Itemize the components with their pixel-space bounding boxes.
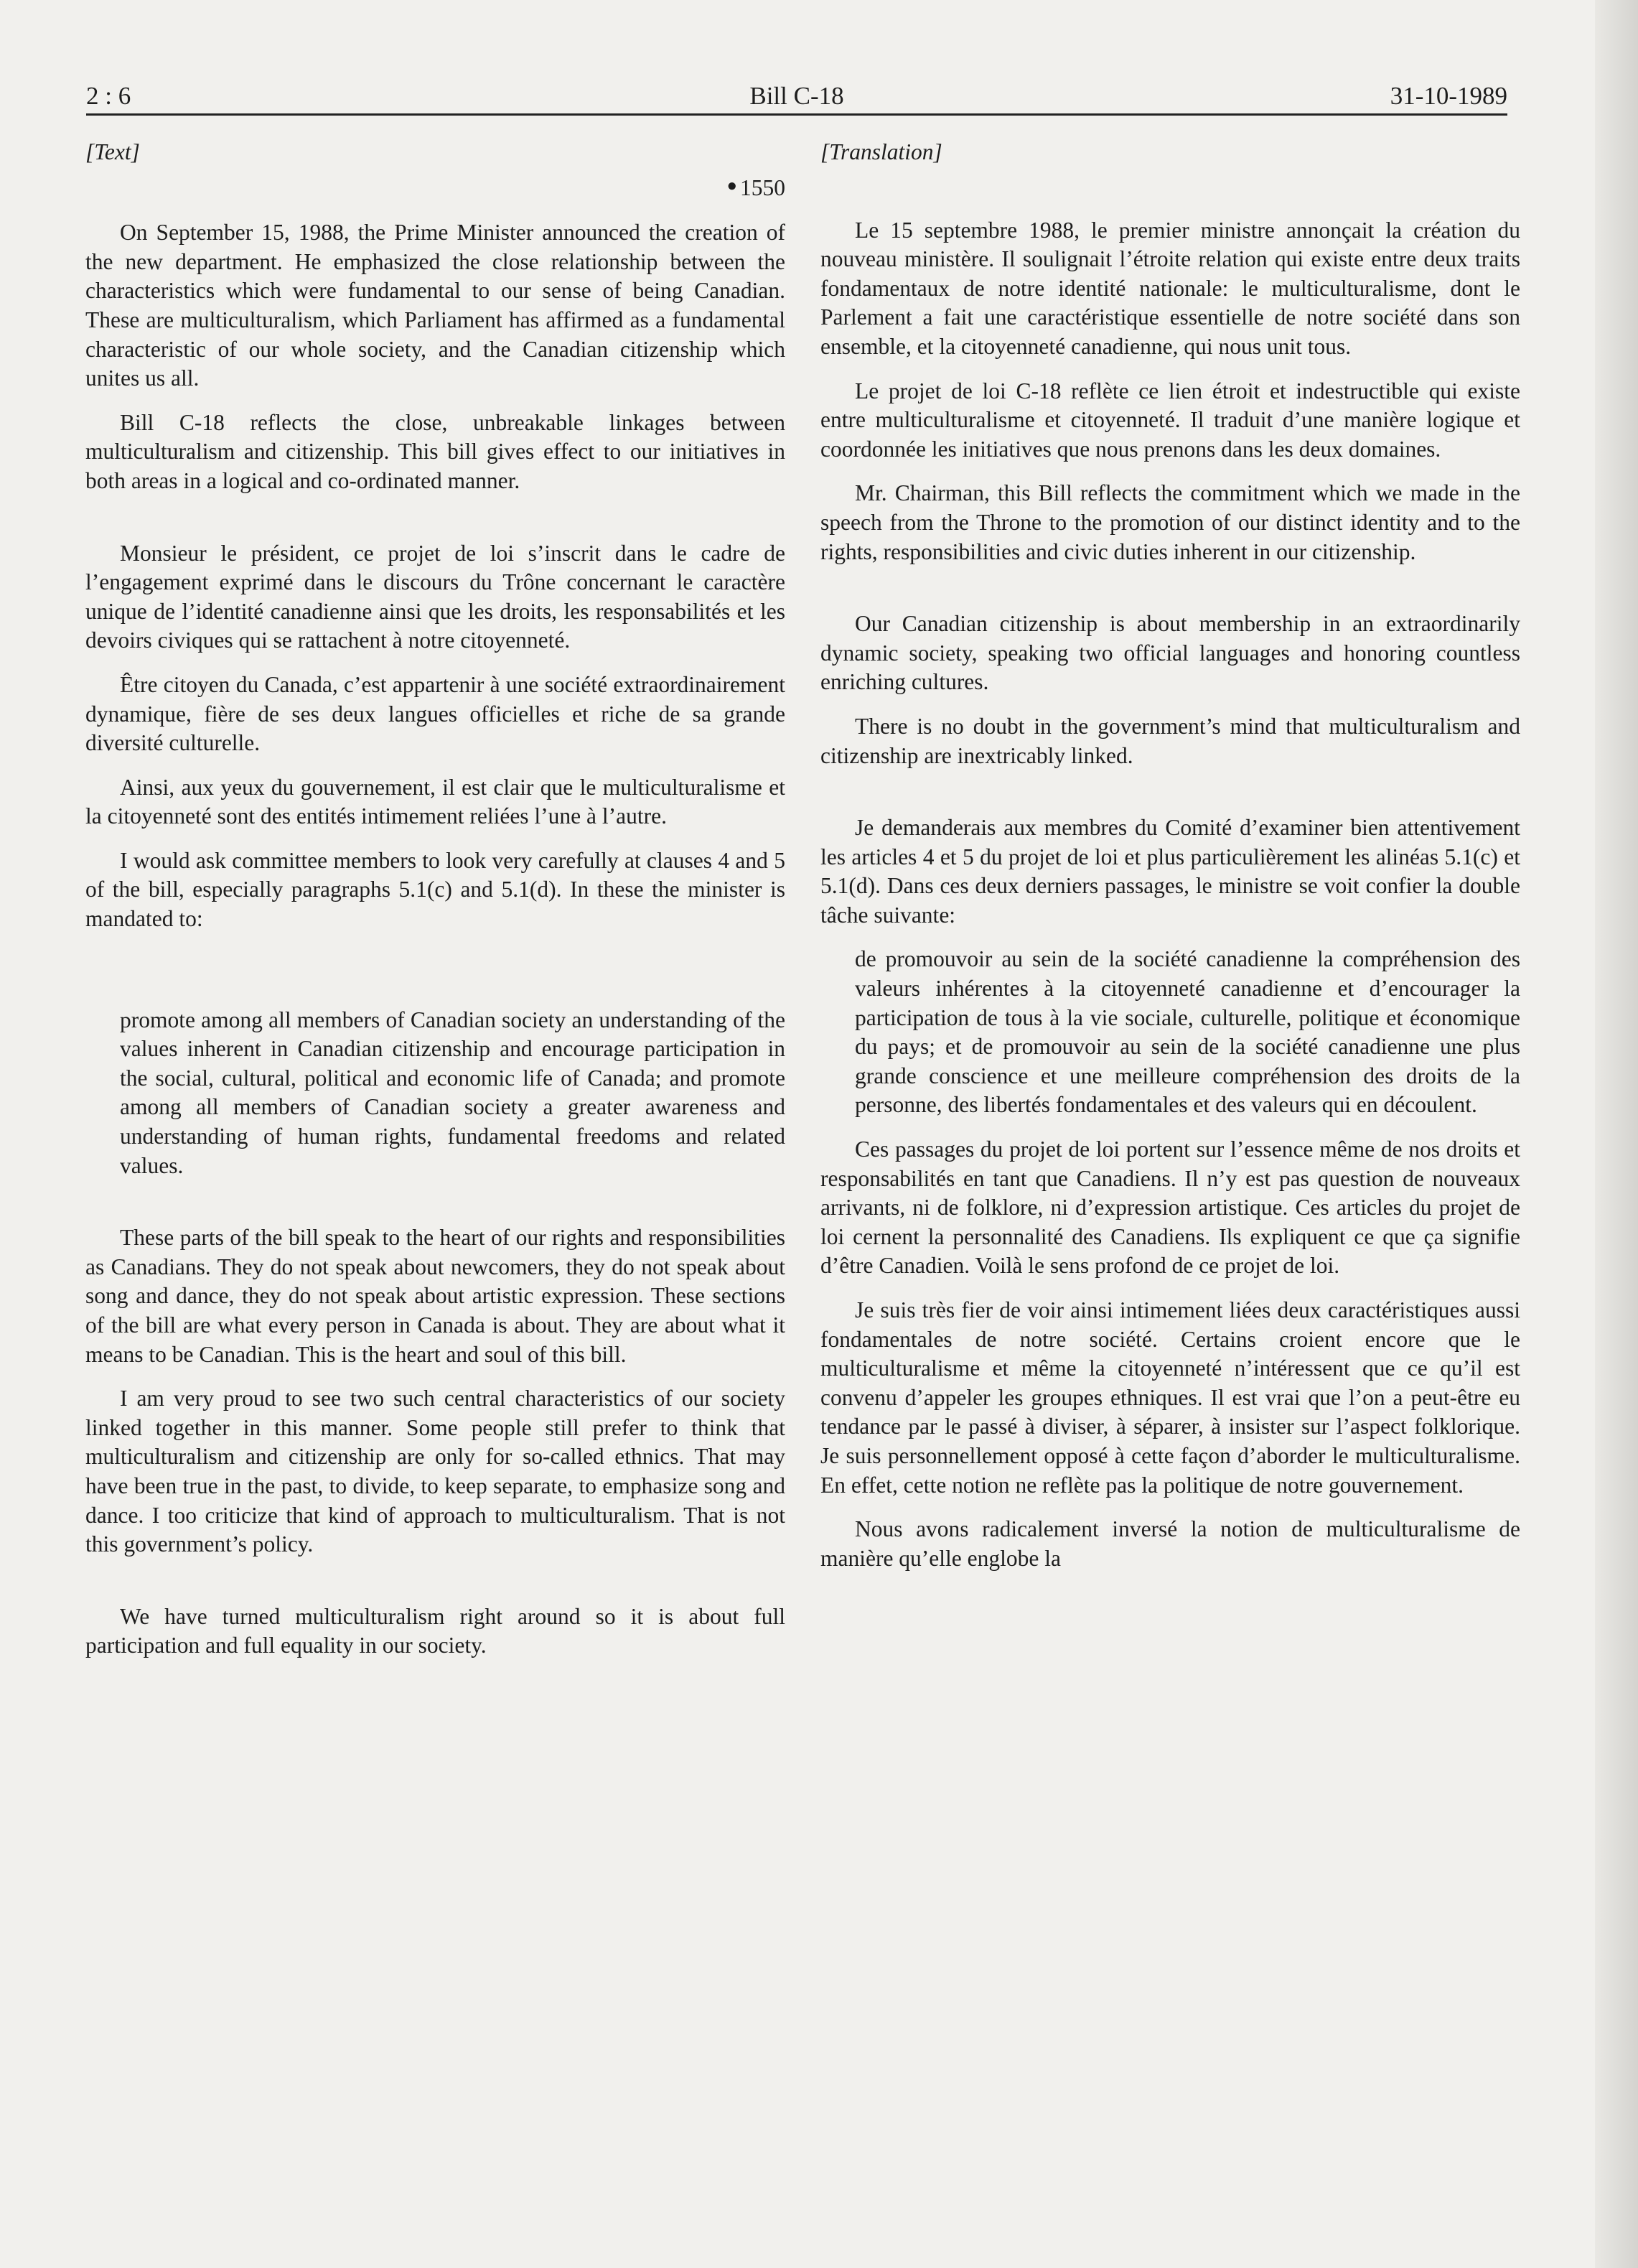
paragraph: I would ask committee members to look very carefully at clauses 4 and 5 of the bill, especially paragraphs 5.1(c) and 5.1(d). In these the minister is mandated to: (85, 847, 785, 932)
paragraph: These parts of the bill speak to the heart of our rights and responsibilities as Canadians. They do not speak about newcomers, they do not speak about song and dance, they do not speak about artistic expression. These sections of the bill are what every person in Canada is about. They are about what it means to be Canadian. This is the heart and soul of this bill. (85, 1225, 785, 1367)
paragraph: Le 15 septembre 1988, le premier ministre annonçait la création du nouveau ministère. Il soulignait l’étroite relation qui existe entre deux traits fondamentaux de notre identité nationale: le multiculturalisme, dont le Parlement a fait une caractéristique essentielle de notre société dans son ensemble, et la citoyenneté canadienne, qui nous unit tous. (820, 217, 1520, 359)
paragraph: Ces passages du projet de loi portent sur l’essence même de nos droits et responsabilités en tant que Canadiens. Il n’y est pas question de nouveaux arrivants, ni de folklore, ni d’expression artistique. Ces articles du projet de loi cernent la personnalité des Canadiens. Ils expliquent ce que ça signifie d’être Canadien. Voilà le sens profond de ce projet de loi. (820, 1137, 1520, 1279)
paragraph: Bill C-18 reflects the close, unbreakable linkages between multiculturalism and citizenship. This bill gives effect to our initiatives in both areas in a logical and co-ordinated manner. (85, 409, 785, 493)
right-column (820, 138, 1520, 1588)
paragraph: Je demanderais aux membres du Comité d’examiner bien attentivement les articles 4 et 5 du projet de loi et plus particulièrement les alinéas 5.1(c) et 5.1(d). Dans ces deux derniers passages, le ministre se voit confier la double tâche suivante: (820, 815, 1520, 928)
paragraph: Mr. Chairman, this Bill reflects the commitment which we made in the speech from the Throne to the promotion of our distinct identity and to the rights, responsibilities and civic duties inherent in our citizenship. (820, 480, 1520, 564)
bill-title: Bill C-18 (749, 82, 844, 110)
timestamp-bullet-icon: ● (726, 176, 737, 195)
paragraph: On September 15, 1988, the Prime Minister announced the creation of the new department. He emphasized the close relationship between the characteristics which were fundamental to our sense of being Canadian. These are multiculturalism, which Parliament has affirmed as a fundamental characteristic of our whole society, and the Canadian citizenship which unites us all. (85, 220, 785, 391)
page-number: 2 : 6 (86, 82, 131, 110)
paragraph: We have turned multiculturalism right around so it is about full participation and full equality in our society. (85, 1603, 785, 1658)
paragraph: Être citoyen du Canada, c’est appartenir à une société extraordinairement dynamique, fière de ses deux langues officielles et riche de sa grande diversité culturelle. (85, 671, 785, 756)
paragraph: Je suis très fier de voir ainsi intimement liées deux caractéristiques aussi fondamentales de notre société. Certains croient encore que le multiculturalisme et même la citoyenneté n’intéressent que ce qu’il est convenu d’appeler les groupes ethniques. Il est vrai que l’on a peut-être eu tendance par le passé à diviser, à séparer, à insister sur l’aspect folklorique. Je suis personnellement opposé à cette façon d’aborder le multiculturalisme. En effet, cette notion ne reflète pas la politique de notre gouvernement. (820, 1297, 1520, 1498)
left-column (85, 138, 785, 1676)
session-date: 31-10-1989 (1390, 82, 1507, 110)
paragraph: Nous avons radicalement inversé la notion de multiculturalisme de manière qu’elle englobe la (820, 1516, 1520, 1571)
page-edge-shadow (1595, 0, 1638, 2268)
paragraph: I am very proud to see two such central characteristics of our society linked together in this manner. Some people still prefer to think that multiculturalism and citizenship are only for so-called ethnics. That may have been true in the past, to divide, to keep separate, to emphasize song and dance. I too criticize that kind of approach to multiculturalism. That is not this government’s policy. (85, 1386, 785, 1557)
page-header (86, 78, 1507, 116)
paragraph: Monsieur le président, ce projet de loi s’inscrit dans le cadre de l’engagement exprimé dans le discours du Trône concernant le caractère unique de l’identité canadienne ainsi que les droits, les responsabilités et les devoirs civiques qui se rattachent à notre citoyenneté. (85, 540, 785, 653)
paragraph: Our Canadian citizenship is about membership in an extraordinarily dynamic society, speaking two official languages and honoring countless enriching cultures. (820, 611, 1520, 695)
quoted-clause: promote among all members of Canadian society an understanding of the values inherent in Canadian citizenship and encourage participation in the social, cultural, political and economic life of Canada; and promote among all members of Canadian society a greater awareness and understanding of human rights, fundamental freedoms and related values. (120, 1007, 785, 1178)
timestamp-value: 1550 (740, 174, 785, 200)
text-label: [Text] (85, 139, 140, 164)
quoted-clause: de promouvoir au sein de la société canadienne la compréhension des valeurs inhérentes à la citoyenneté canadienne et d’encourager la participation de tous à la vie sociale, culturelle, politique et économique du pays; et de promouvoir au sein de la société canadienne une plus grande conscience et une meilleure compréhension des droits de la personne, des libertés fondamentales et des valeurs qui en découlent. (855, 946, 1520, 1118)
timestamp (85, 172, 785, 203)
paragraph: There is no doubt in the government’s mind that multiculturalism and citizenship are inextricably linked. (820, 713, 1520, 768)
translation-label: [Translation] (820, 139, 942, 164)
paragraph: Le projet de loi C-18 reflète ce lien étroit et indestructible qui existe entre multiculturalisme et citoyenneté. Il traduit d’une manière logique et coordonnée les initiatives que nous prenons dans les deux domaines. (820, 378, 1520, 462)
paragraph: Ainsi, aux yeux du gouvernement, il est clair que le multiculturalisme et la citoyenneté sont des entités intimement reliées l’une à l’autre. (85, 774, 785, 829)
